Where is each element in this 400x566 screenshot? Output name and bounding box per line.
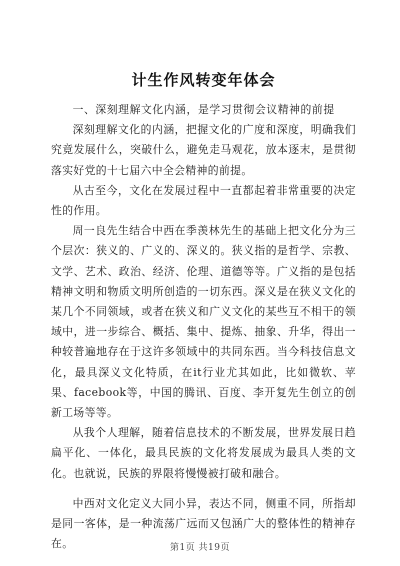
paragraph: 深刻理解文化的内涵，把握文化的广度和深度，明确我们究竟发展什么，突破什么，避免走马观花，放本逐末，是贯彻落实好党的十七届六中全会精神的前提。 <box>51 123 356 177</box>
paragraph: 中西对文化定义大同小异，表达不同，侧重不同，所指却是同一客体，是一种流荡广远而又包涵广大的整体性的精神存在。 <box>51 496 356 551</box>
section-heading: 一、深刻理解文化内涵，是学习贯彻会议精神的前提 <box>72 103 335 116</box>
paragraph: 从古至今，文化在发展过程中一直都起着非常重要的决定性的作用。 <box>51 183 356 218</box>
document-body <box>51 100 356 554</box>
paragraph: 周一良先生结合中西在季羡林先生的基础上把文化分为三个层次：狭义的、广义的、深义的。狭义指的是哲学、宗教、文学、艺术、政治、经济、伦理、道德等等。广义指的是包括精神文明和物质文明所创造的一切东西。深义是在狭义文化的某几个不同领域，或者在狭义和广义文化的某些互不相干的领域中，进一步综合、概括、集中、提炼、抽象、升华，得出一种较普遍地存在于这许多领域中的共同东西。当今科技信息文化，最具深义文化特质，在it行业尤其如此，比如微软、苹果、facebook等，中国的腾讯、百度、李开复先生创立的创新工场等等。 <box>51 224 356 420</box>
document-title: 计生作风转变年体会 <box>131 71 276 89</box>
page-number-footer: 第1页 共19页 <box>169 543 231 553</box>
paragraph: 从我个人理解，随着信息技术的不断发展，世界发展日趋扁平化、一体化，最具民族的文化将发展成为最具人类的文化。也就说，民族的界限将慢慢被打破和融合。 <box>51 426 356 480</box>
